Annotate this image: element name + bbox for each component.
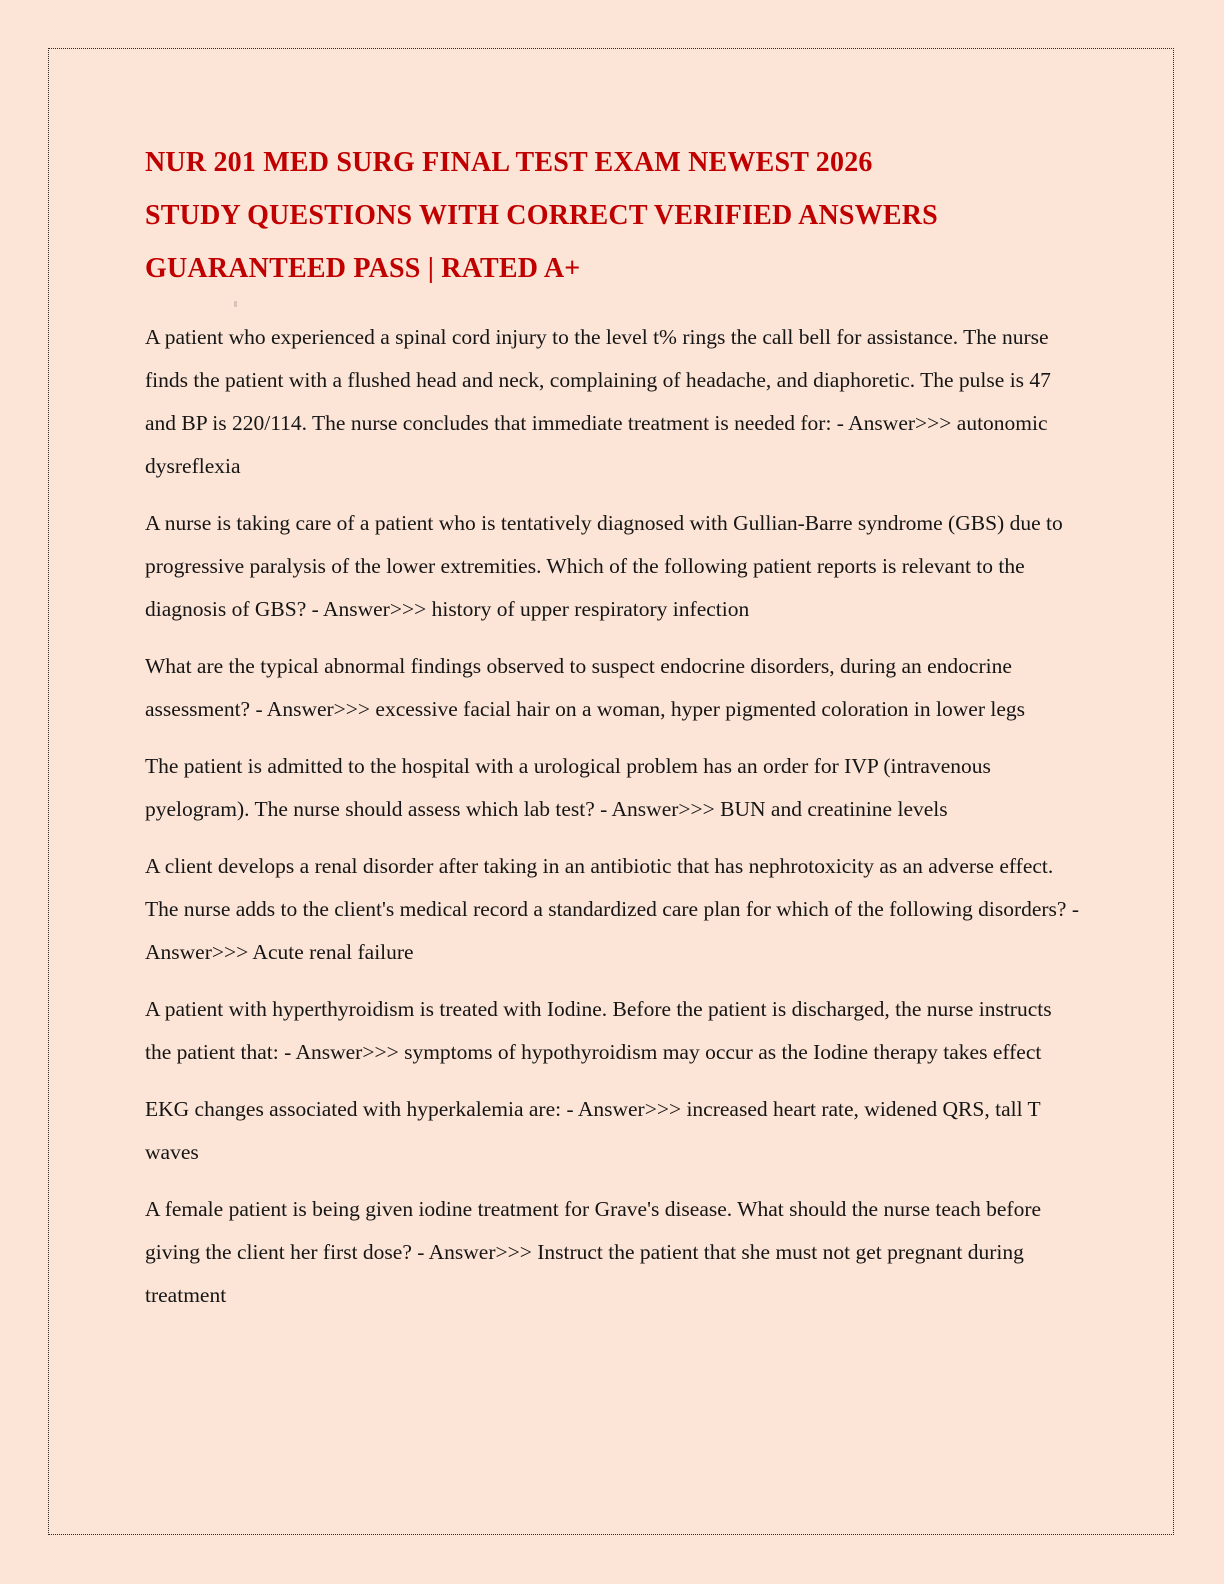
qa-paragraph-5: A client develops a renal disorder after taking in an antibiotic that has nephrotoxicity as an adverse effect. The nurse adds to the client's medical record a standardized care plan for which of the following disorders? - Answer>>> Acute renal failure	[145, 854, 1080, 964]
faint-speck	[234, 301, 237, 307]
title-line-2: STUDY QUESTIONS WITH CORRECT VERIFIED ANSWERS	[145, 200, 938, 231]
qa-paragraph-1: A patient who experienced a spinal cord injury to the level t% rings the call bell for assistance. The nurse finds the patient with a flushed head and neck, complaining of headache, and diaphoretic. The pulse is 47 and BP is 220/114. The nurse concludes that immediate treatment is needed for: - Answer>>> autonomic dysreflexia	[145, 325, 1051, 478]
title-line-1: NUR 201 MED SURG FINAL TEST EXAM NEWEST 2026	[145, 147, 873, 178]
qa-paragraph-6: A patient with hyperthyroidism is treated with Iodine. Before the patient is discharged, the nurse instructs the patient that: - Answer>>> symptoms of hypothyroidism may occur as the Iodine therapy takes effect	[145, 997, 1052, 1064]
qa-paragraph-4: The patient is admitted to the hospital with a urological problem has an order for IVP (intravenous pyelogram). The nurse should assess which lab test? - Answer>>> BUN and creatinine levels	[145, 754, 991, 821]
document-title	[145, 136, 1085, 295]
qa-paragraph-2: A nurse is taking care of a patient who is tentatively diagnosed with Gullian-Barre syndrome (GBS) due to progressive paralysis of the lower extremities. Which of the following patient reports is relevant to the diagnosis of GBS? - Answer>>> history of upper respiratory infection	[145, 511, 1063, 621]
qa-paragraph-8: A female patient is being given iodine treatment for Grave's disease. What should the nurse teach before giving the client her first dose? - Answer>>> Instruct the patient that she must not get pregnant during treatment	[145, 1197, 1042, 1307]
document-body	[145, 316, 1080, 1331]
qa-paragraph-7: EKG changes associated with hyperkalemia are: - Answer>>> increased heart rate, widened QRS, tall T waves	[145, 1097, 1041, 1164]
title-line-3: GUARANTEED PASS | RATED A+	[145, 253, 581, 284]
qa-paragraph-3: What are the typical abnormal findings observed to suspect endocrine disorders, during an endocrine assessment? - Answer>>> excessive facial hair on a woman, hyper pigmented coloration in lower legs	[145, 654, 1025, 721]
